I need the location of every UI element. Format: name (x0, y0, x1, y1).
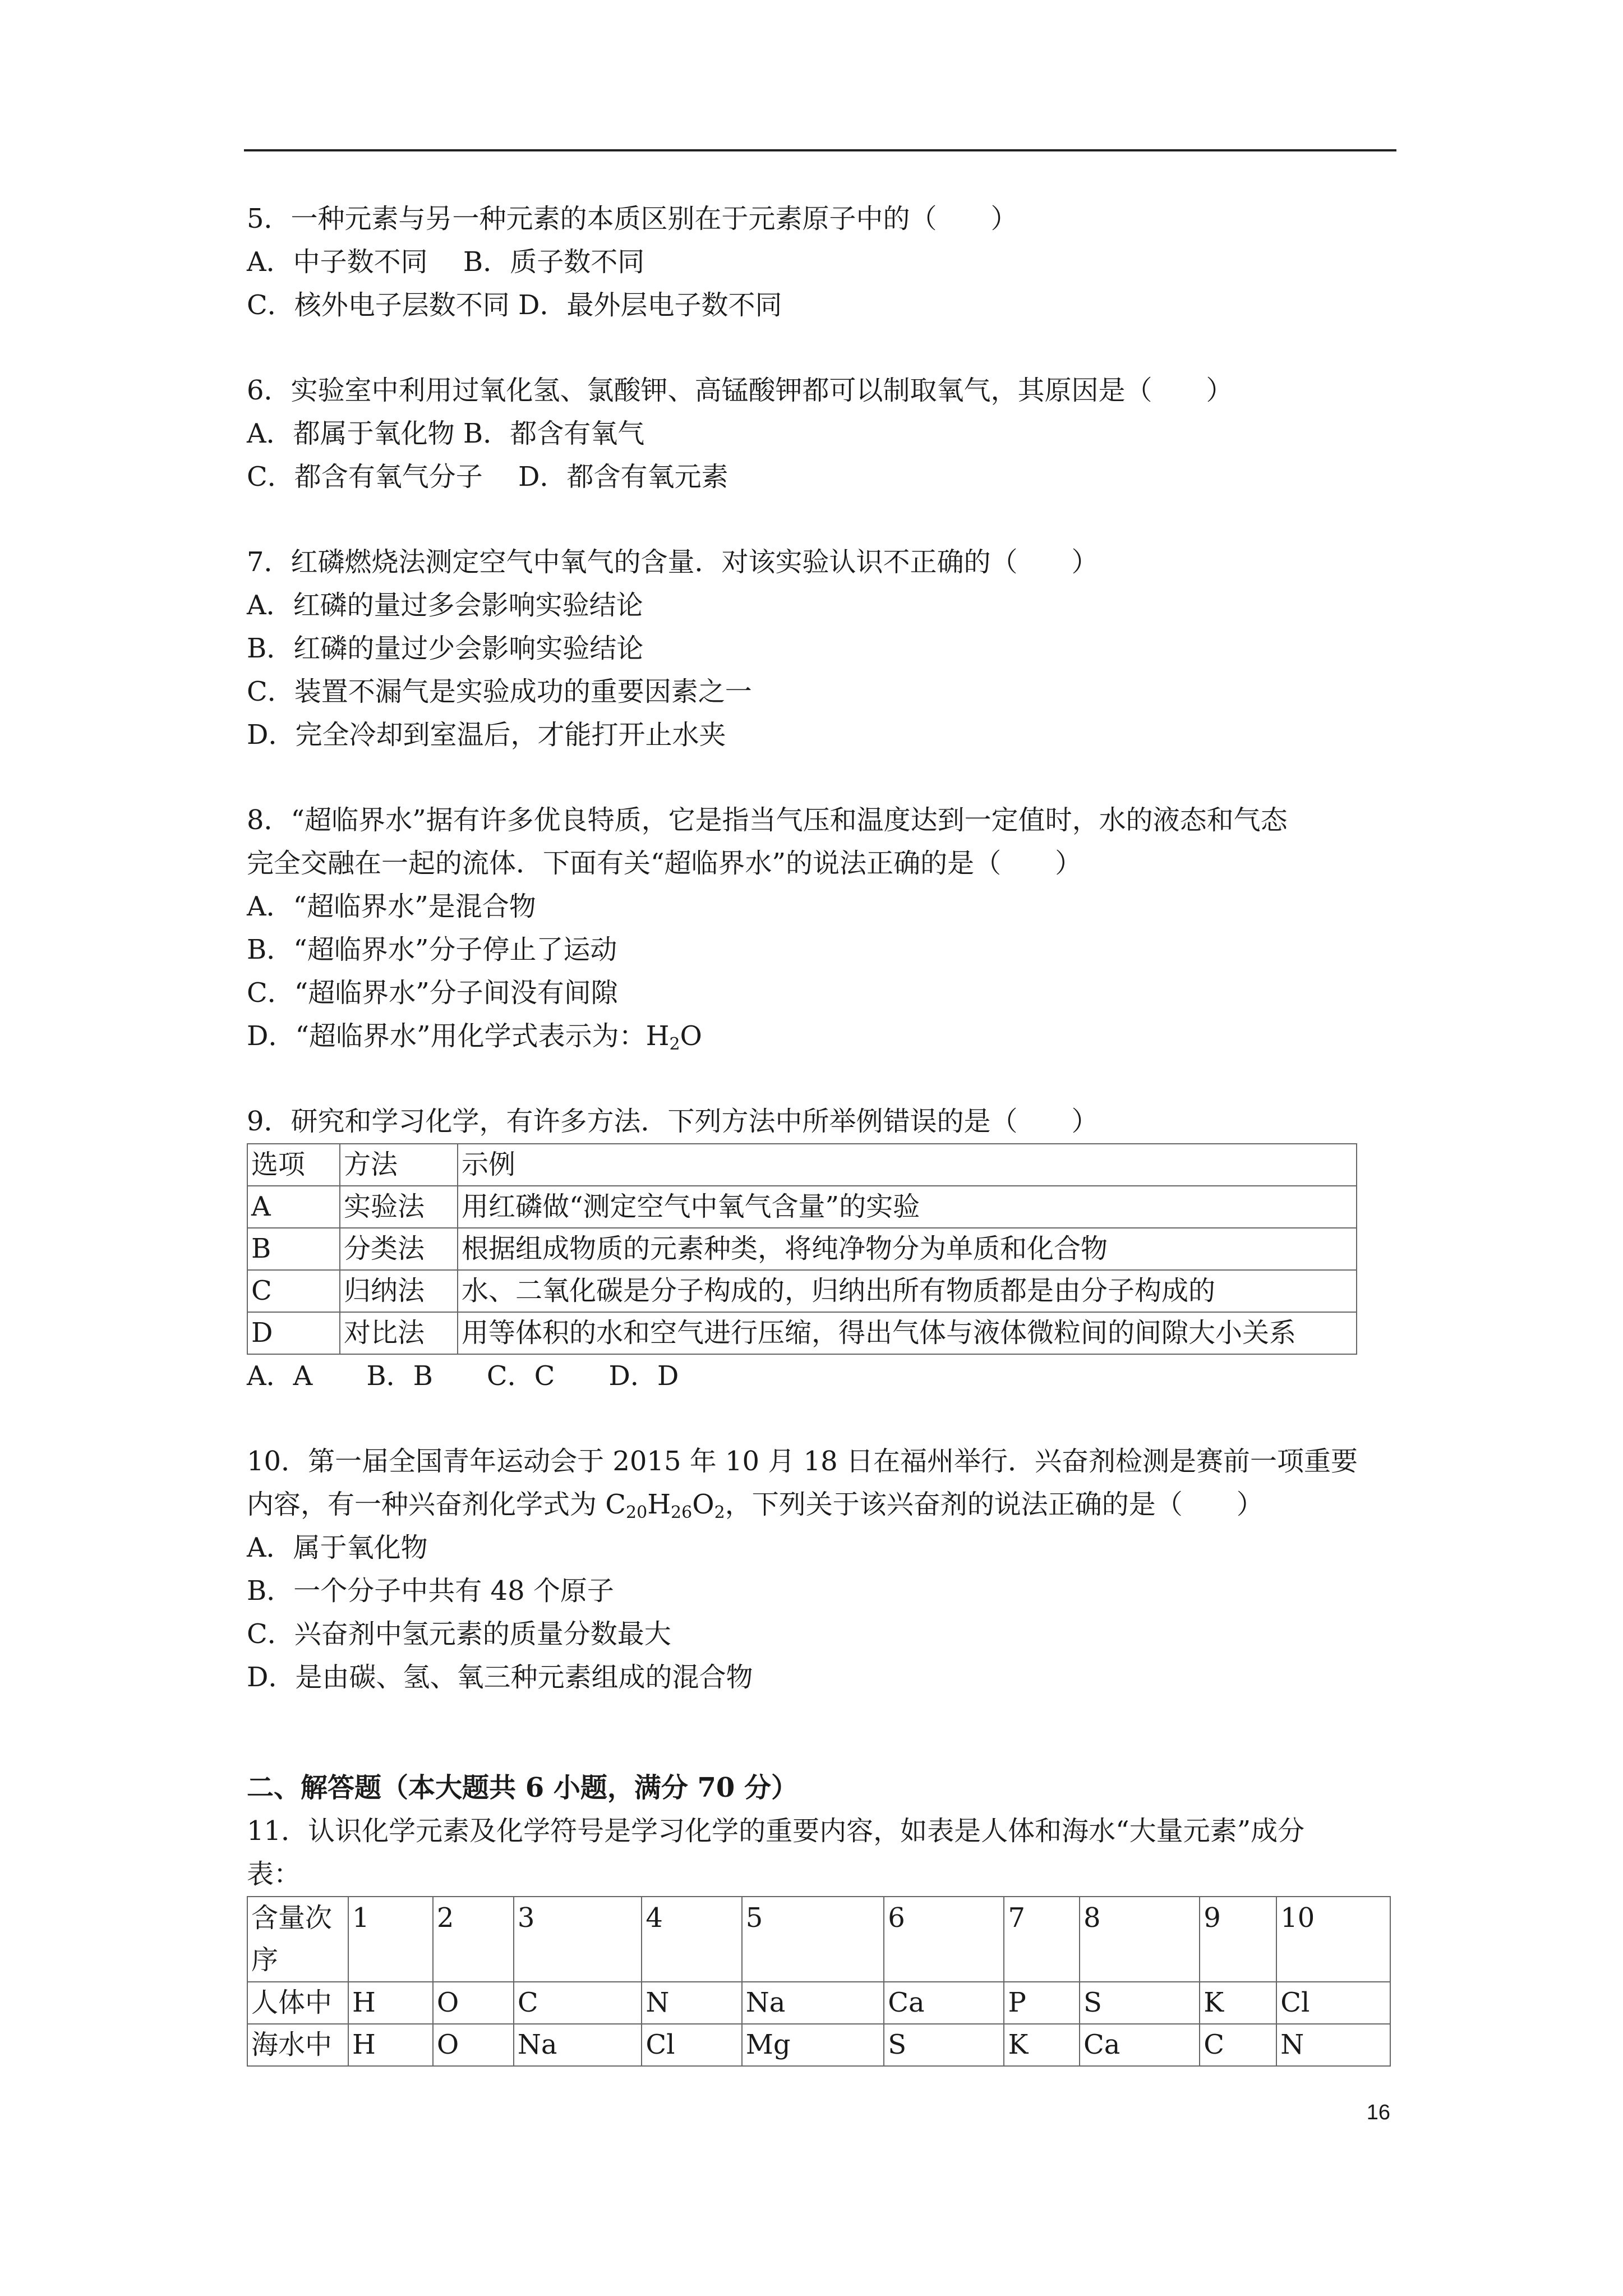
header-rule (244, 149, 1396, 151)
q10-subscript-h: 26 (671, 1503, 693, 1522)
table-row (247, 1228, 1357, 1270)
table-cell: N (642, 1982, 741, 2024)
table-cell: 对比法 (340, 1312, 458, 1354)
table-cell: Na (742, 1982, 884, 2024)
q6-options-cd: C．都含有氧气分子 D．都含有氧元素 (247, 461, 728, 493)
q5-options-ab: A．中子数不同 B．质子数不同 (247, 246, 645, 278)
q7-option-b: B．红磷的量过少会影响实验结论 (247, 633, 644, 664)
table-row (247, 2024, 1390, 2066)
q8-stem-line2: 完全交融在一起的流体．下面有关“超临界水”的说法正确的是（ ） (247, 848, 1082, 879)
q7-stem: 7．红磷燃烧法测定空气中氧气的含量．对该实验认识不正确的（ ） (247, 546, 1099, 578)
q10-stem-tail: ，下列关于该兴奋剂的说法正确的是（ ） (725, 1489, 1264, 1520)
q8-option-c: C．“超临界水”分子间没有间隙 (247, 977, 618, 1009)
table-cell: C (514, 1982, 642, 2024)
table-header-cell: 6 (884, 1897, 1004, 1982)
table-cell: Ca (1080, 2024, 1200, 2066)
q10-stem-line2 (247, 1483, 1402, 1526)
table-cell: 根据组成物质的元素种类，将纯净物分为单质和化合物 (458, 1228, 1357, 1270)
table-header-cell: 示例 (458, 1144, 1357, 1186)
q7-option-d: D．完全冷却到室温后，才能打开止水夹 (247, 719, 726, 751)
table-cell: 实验法 (340, 1186, 458, 1228)
table-cell: C (247, 1270, 340, 1312)
table-cell: Cl (642, 2024, 741, 2066)
table-cell: D (247, 1312, 340, 1354)
q7-option-a: A．红磷的量过多会影响实验结论 (247, 590, 643, 621)
question-6 (247, 369, 1402, 499)
table-cell: H (348, 1982, 433, 2024)
q10-formula-h: H (647, 1489, 671, 1520)
table-cell: H (348, 2024, 433, 2066)
table-header-row (247, 1144, 1357, 1186)
table-cell: A (247, 1186, 340, 1228)
q8-option-b: B．“超临界水”分子停止了运动 (247, 934, 617, 965)
q8-option-a: A．“超临界水”是混合物 (247, 891, 536, 922)
q10-subscript-c: 20 (626, 1503, 648, 1522)
table-header-cell: 7 (1004, 1897, 1080, 1982)
section-title: 二、解答题（本大题共 6 小题，满分 70 分） (247, 1772, 799, 1803)
table-header-cell: 选项 (247, 1144, 340, 1186)
table-cell: Ca (884, 1982, 1004, 2024)
table-cell: S (1080, 1982, 1200, 2024)
table-cell: 归纳法 (340, 1270, 458, 1312)
table-row (247, 1982, 1390, 2024)
question-8 (247, 799, 1402, 1058)
q9-stem: 9．研究和学习化学，有许多方法．下列方法中所举例错误的是（ ） (247, 1106, 1099, 1137)
table-cell: Cl (1276, 1982, 1390, 2024)
question-7 (247, 541, 1402, 757)
question-9 (247, 1100, 1402, 1398)
table-cell: 用等体积的水和空气进行压缩，得出气体与液体微粒间的间隙大小关系 (458, 1312, 1357, 1354)
question-10 (247, 1440, 1402, 1699)
q8-option-d-text: D．“超临界水”用化学式表示为：H (247, 1020, 670, 1052)
table-row-label: 海水中 (247, 2024, 348, 2066)
question-11 (247, 1810, 1402, 2067)
q8-formula-tail: O (680, 1020, 702, 1052)
table-cell: Na (514, 2024, 642, 2066)
table-header-cell: 含量次序 (247, 1897, 348, 1982)
table-cell: P (1004, 1982, 1080, 2024)
table-cell: O (433, 1982, 514, 2024)
table-cell: C (1200, 2024, 1276, 2066)
table-cell: S (884, 2024, 1004, 2066)
q9-methods-table (247, 1143, 1357, 1355)
q10-subscript-o: 2 (714, 1503, 725, 1522)
table-cell: K (1004, 2024, 1080, 2066)
q10-stem-text: 内容，有一种兴奋剂化学式为 C (247, 1489, 626, 1520)
q6-stem: 6．实验室中利用过氧化氢、氯酸钾、高锰酸钾都可以制取氧气，其原因是（ ） (247, 375, 1233, 406)
table-header-cell: 1 (348, 1897, 433, 1982)
table-header-cell: 9 (1200, 1897, 1276, 1982)
table-cell: K (1200, 1982, 1276, 2024)
q11-stem-line1: 11．认识化学元素及化学符号是学习化学的重要内容，如表是人体和海水“大量元素”成分 (247, 1815, 1305, 1847)
q8-stem-line1: 8．“超临界水”据有许多优良特质，它是指当气压和温度达到一定值时，水的液态和气态 (247, 804, 1288, 836)
table-row (247, 1270, 1357, 1312)
table-cell: N (1276, 2024, 1390, 2066)
table-header-cell: 方法 (340, 1144, 458, 1186)
table-cell: 水、二氧化碳是分子构成的，归纳出所有物质都是由分子构成的 (458, 1270, 1357, 1312)
q10-stem-line1: 10．第一届全国青年运动会于 2015 年 10 月 18 日在福州举行．兴奋剂检测是赛前一项重要 (247, 1446, 1358, 1477)
table-cell: 用红磷做“测定空气中氧气含量”的实验 (458, 1186, 1357, 1228)
q9-options: A．A B．B C．C D．D (247, 1360, 679, 1392)
table-row (247, 1186, 1357, 1228)
table-header-cell: 5 (742, 1897, 884, 1982)
q6-options-ab: A．都属于氧化物 B．都含有氧气 (247, 418, 645, 449)
q5-options-cd: C．核外电子层数不同 D．最外层电子数不同 (247, 289, 782, 321)
q8-option-d (247, 1015, 1402, 1058)
table-cell: O (433, 2024, 514, 2066)
page-content (247, 197, 1402, 2067)
q5-stem: 5．一种元素与另一种元素的本质区别在于元素原子中的（ ） (247, 203, 1018, 234)
q8-formula-subscript: 2 (669, 1034, 680, 1054)
table-row (247, 1312, 1357, 1354)
table-header-cell: 4 (642, 1897, 741, 1982)
q10-option-b: B．一个分子中共有 48 个原子 (247, 1575, 614, 1607)
table-cell: 分类法 (340, 1228, 458, 1270)
q10-option-d: D．是由碳、氢、氧三种元素组成的混合物 (247, 1662, 753, 1693)
q10-formula-o: O (692, 1489, 714, 1520)
table-cell: Mg (742, 2024, 884, 2066)
table-cell: B (247, 1228, 340, 1270)
q10-option-a: A．属于氧化物 (247, 1532, 428, 1563)
table-header-cell: 10 (1276, 1897, 1390, 1982)
q10-option-c: C．兴奋剂中氢元素的质量分数最大 (247, 1618, 671, 1650)
table-header-row (247, 1897, 1390, 1982)
page-number: 16 (1366, 2101, 1390, 2124)
question-5 (247, 197, 1402, 327)
table-header-cell: 2 (433, 1897, 514, 1982)
table-header-cell: 8 (1080, 1897, 1200, 1982)
q11-elements-table (247, 1896, 1391, 2067)
table-header-cell: 3 (514, 1897, 642, 1982)
q11-stem-line2: 表： (247, 1858, 301, 1890)
table-row-label: 人体中 (247, 1982, 348, 2024)
q7-option-c: C．装置不漏气是实验成功的重要因素之一 (247, 676, 752, 707)
